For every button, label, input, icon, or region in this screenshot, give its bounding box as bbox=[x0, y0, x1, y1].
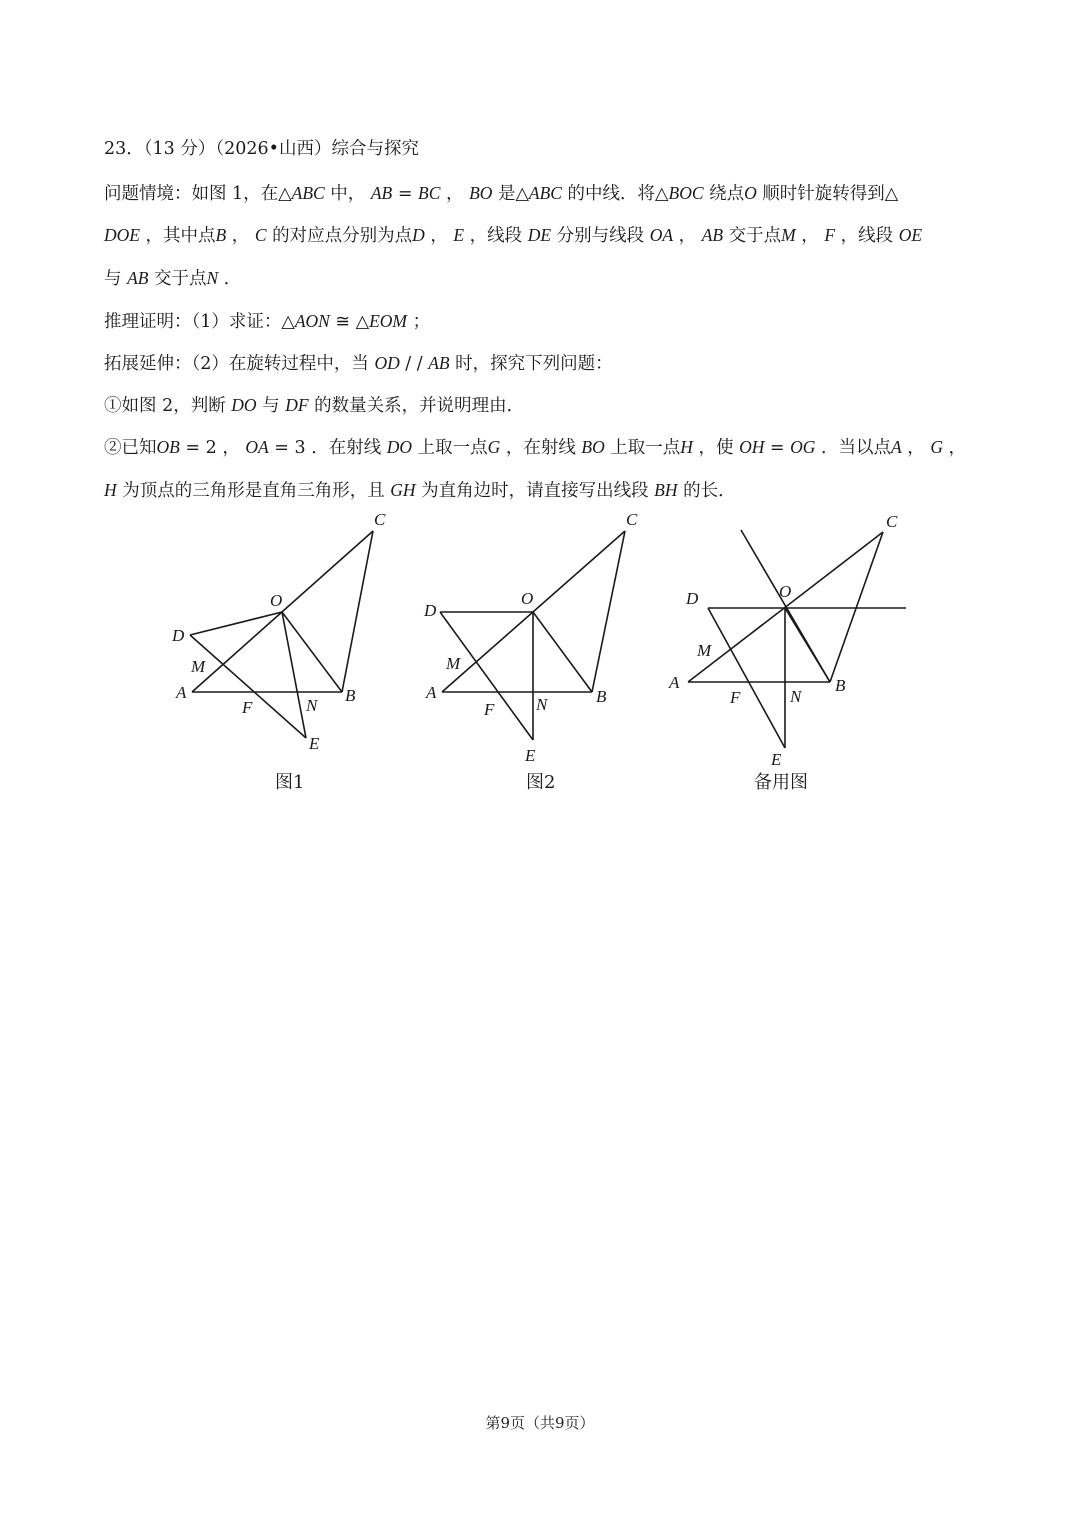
label-a: A bbox=[176, 683, 187, 702]
text-fragment: / / bbox=[399, 354, 429, 374]
text-fragment: 的长． bbox=[677, 481, 736, 501]
math-term: GH bbox=[390, 480, 416, 500]
figure-1 bbox=[150, 505, 410, 765]
problem-line bbox=[104, 309, 984, 334]
text-fragment: = bbox=[764, 438, 791, 458]
math-term: DO bbox=[386, 437, 413, 457]
label-f: F bbox=[484, 700, 495, 719]
math-term: AB bbox=[370, 183, 393, 203]
math-term: AB bbox=[701, 225, 724, 245]
label-e: E bbox=[771, 750, 782, 769]
label-b: B bbox=[345, 686, 356, 705]
text-fragment: 的数量关系，并说明理由． bbox=[308, 396, 525, 416]
math-term: DO bbox=[231, 395, 257, 415]
problem-line bbox=[104, 181, 984, 206]
label-b: B bbox=[835, 676, 846, 695]
text-fragment: 与 bbox=[256, 396, 286, 416]
math-term: D bbox=[412, 225, 425, 245]
text-fragment: 的对应点分别为点 bbox=[266, 226, 413, 246]
text-fragment: 拓展延伸：（2）在旋转过程中，当 bbox=[104, 354, 375, 374]
math-term: A bbox=[891, 437, 902, 457]
text-fragment: ． bbox=[218, 269, 242, 289]
problem-line bbox=[104, 223, 984, 248]
figure-1-caption: 图1 bbox=[275, 772, 305, 793]
text-fragment: ， bbox=[226, 226, 255, 246]
label-d: D bbox=[172, 626, 185, 645]
math-term: DOE bbox=[104, 225, 140, 245]
math-term: ABC bbox=[528, 183, 562, 203]
math-term: C bbox=[254, 225, 267, 245]
math-term: F bbox=[824, 225, 836, 245]
segment-de bbox=[708, 608, 785, 748]
math-term: ABC bbox=[291, 183, 325, 203]
text-fragment: 交于点 bbox=[148, 269, 207, 289]
math-term: OA bbox=[649, 225, 674, 245]
label-m: M bbox=[446, 654, 461, 673]
label-a: A bbox=[426, 683, 437, 702]
label-e: E bbox=[525, 746, 536, 765]
label-m: M bbox=[697, 641, 712, 660]
text-fragment: ， bbox=[901, 438, 931, 458]
text-fragment: ，在射线 bbox=[500, 438, 582, 458]
math-term: OD bbox=[374, 353, 400, 373]
figure-backup bbox=[650, 505, 920, 769]
label-c: C bbox=[626, 510, 638, 529]
label-f: F bbox=[242, 698, 253, 717]
math-term: N bbox=[206, 268, 219, 288]
math-term: BO bbox=[581, 437, 605, 457]
text-fragment: 绕点 bbox=[703, 184, 745, 204]
text-fragment: ； bbox=[407, 312, 431, 332]
text-fragment: = 2 ， bbox=[179, 438, 246, 458]
text-fragment: ， bbox=[673, 226, 702, 246]
math-term: AB bbox=[428, 353, 450, 373]
text-fragment: 交于点 bbox=[723, 226, 782, 246]
segment-ob bbox=[533, 612, 592, 692]
text-fragment: 是△ bbox=[492, 184, 529, 204]
figure-backup-caption: 备用图 bbox=[754, 772, 808, 793]
text-fragment: = bbox=[392, 184, 419, 204]
text-fragment: 与 bbox=[104, 269, 128, 289]
text-fragment: ， bbox=[795, 226, 825, 246]
label-c: C bbox=[886, 512, 898, 531]
text-fragment: 顺时针旋转得到△ bbox=[756, 184, 899, 204]
text-fragment: ①如图 2，判断 bbox=[104, 396, 232, 416]
math-term: BC bbox=[418, 183, 441, 203]
text-fragment: ≅ △ bbox=[329, 312, 370, 332]
label-a: A bbox=[669, 673, 680, 692]
text-fragment: 分别与线段 bbox=[551, 226, 650, 246]
math-term: OH bbox=[739, 437, 765, 457]
problem-header: 23．（13 分）（2026•山西）综合与探究 bbox=[104, 139, 419, 159]
math-term: G bbox=[487, 437, 501, 457]
segment-bc bbox=[830, 532, 883, 682]
math-term: OA bbox=[245, 437, 269, 457]
math-term: H bbox=[104, 480, 117, 500]
label-n: N bbox=[306, 696, 318, 715]
figure-2 bbox=[400, 505, 660, 765]
math-term: BOC bbox=[668, 183, 704, 203]
text-fragment: 上取一点 bbox=[412, 438, 488, 458]
math-term: AB bbox=[127, 268, 149, 288]
math-term: O bbox=[744, 183, 757, 203]
problem-line bbox=[104, 435, 984, 460]
math-term: OE bbox=[898, 225, 923, 245]
problem-line bbox=[104, 266, 984, 291]
label-d: D bbox=[424, 601, 437, 620]
label-c: C bbox=[374, 510, 386, 529]
math-term: H bbox=[680, 437, 693, 457]
label-n: N bbox=[790, 687, 802, 706]
text-fragment: 的中线．将△ bbox=[561, 184, 669, 204]
label-d: D bbox=[686, 589, 699, 608]
text-fragment: ②已知 bbox=[104, 438, 157, 458]
text-fragment: ， bbox=[440, 184, 470, 204]
label-b: B bbox=[596, 687, 607, 706]
text-fragment: ，线段 bbox=[464, 226, 528, 246]
math-term: G bbox=[930, 437, 943, 457]
label-f: F bbox=[730, 688, 741, 707]
text-fragment: 推理证明：（1）求证：△ bbox=[104, 312, 295, 332]
text-fragment: 问题情境：如图 1，在△ bbox=[104, 184, 292, 204]
text-fragment: ， bbox=[942, 438, 967, 458]
text-fragment: ．当以点 bbox=[815, 438, 891, 458]
math-term: DE bbox=[527, 225, 552, 245]
math-term: B bbox=[215, 225, 227, 245]
text-fragment: 中， bbox=[324, 184, 371, 204]
text-fragment: 为顶点的三角形是直角三角形，且 bbox=[116, 481, 391, 501]
segment-ob bbox=[282, 612, 342, 692]
label-o: O bbox=[270, 591, 283, 610]
problem-line bbox=[104, 351, 984, 376]
text-fragment: 时，探究下列问题： bbox=[449, 354, 613, 374]
math-term: EOM bbox=[369, 311, 407, 331]
segment-de bbox=[440, 612, 533, 740]
problem-line bbox=[104, 478, 984, 503]
text-fragment: 上取一点 bbox=[604, 438, 681, 458]
label-o: O bbox=[521, 589, 534, 608]
text-fragment: ，使 bbox=[692, 438, 740, 458]
text-fragment: = 3 ．在射线 bbox=[268, 438, 387, 458]
math-term: E bbox=[453, 225, 465, 245]
math-term: M bbox=[781, 225, 796, 245]
label-n: N bbox=[536, 695, 548, 714]
problem-line bbox=[104, 393, 984, 418]
figure-2-caption: 图2 bbox=[526, 772, 556, 793]
math-term: BO bbox=[469, 183, 493, 203]
math-term: DF bbox=[285, 395, 309, 415]
math-term: AON bbox=[294, 311, 330, 331]
text-fragment: ， bbox=[424, 226, 454, 246]
page-footer: 第9页（共9页） bbox=[485, 1414, 595, 1432]
math-term: OB bbox=[156, 437, 180, 457]
math-term: OG bbox=[790, 437, 816, 457]
label-o: O bbox=[779, 582, 792, 601]
label-e: E bbox=[309, 734, 320, 753]
text-fragment: ，线段 bbox=[835, 226, 899, 246]
text-fragment: ，其中点 bbox=[139, 226, 216, 246]
label-m: M bbox=[191, 657, 206, 676]
text-fragment: 为直角边时，请直接写出线段 bbox=[415, 481, 655, 501]
math-term: BH bbox=[654, 480, 678, 500]
